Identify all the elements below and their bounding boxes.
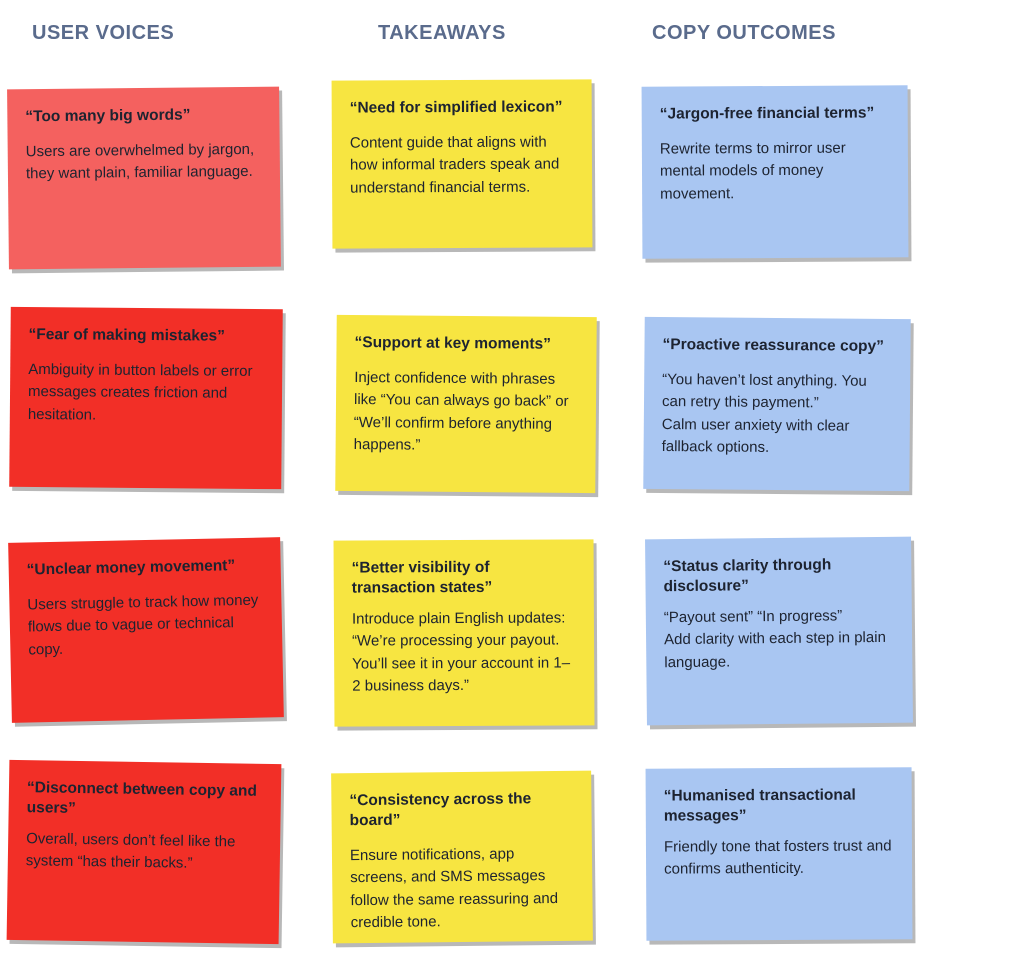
note-body: “You haven’t lost anything. You can retry this payment.” Calm user anxiety with clear fallback options. — [661, 370, 867, 457]
note-title: “Unclear money movement” — [26, 557, 236, 579]
note-body: Ensure notifications, app screens, and SMS messages follow the same reassuring and credible tone. — [349, 845, 559, 932]
note-body: “Payout sent” “In progress” Add clarity with each step in plain language. — [663, 606, 886, 671]
sticky-note-takeaway-4[interactable] — [331, 771, 593, 944]
sticky-note-copy-outcome-4[interactable] — [646, 767, 913, 940]
note-title: “Support at key moments” — [354, 334, 551, 353]
note-title: “Disconnect between copy and users” — [26, 779, 258, 817]
sticky-note-takeaway-1[interactable] — [332, 79, 593, 248]
note-body: Content guide that aligns with how informal traders speak and understand financial terms. — [349, 133, 560, 197]
note-body: Overall, users don’t feel like the system “has their backs.” — [25, 829, 236, 872]
sticky-note-takeaway-3[interactable] — [334, 539, 595, 726]
sticky-note-copy-outcome-2[interactable] — [643, 317, 910, 491]
sticky-note-copy-outcome-1[interactable] — [642, 85, 909, 258]
note-title: “Proactive reassurance copy” — [662, 335, 885, 355]
column-header-user-voices: USER VOICES — [32, 22, 175, 44]
note-body: Inject confidence with phrases like “You can always go back” or “We’ll confirm before anything happens.” — [353, 368, 569, 454]
sticky-note-user-voice-4[interactable] — [7, 760, 282, 944]
note-body: Ambiguity in button labels or error messages creates friction and hesitation. — [27, 360, 253, 424]
note-body: Users struggle to track how money flows due to vague or technical copy. — [27, 591, 259, 659]
column-header-takeaways: TAKEAWAYS — [378, 22, 506, 44]
note-title: “Consistency across the board” — [349, 790, 532, 830]
sticky-note-user-voice-1[interactable] — [7, 87, 281, 270]
note-title: “Fear of making mistakes” — [28, 325, 226, 345]
note-body: Users are overwhelmed by jargon, they want plain, familiar language. — [25, 140, 255, 183]
sticky-note-user-voice-2[interactable] — [9, 307, 283, 489]
note-body: Introduce plain English updates: “We’re processing your payout. You’ll see it in your account in 1–2 business days.” — [351, 609, 571, 695]
note-title: “Status clarity through disclosure” — [663, 556, 832, 596]
note-title: “Humanised transactional messages” — [663, 786, 856, 825]
sticky-note-copy-outcome-3[interactable] — [645, 537, 913, 726]
column-header-copy-outcomes: COPY OUTCOMES — [652, 22, 836, 44]
sticky-note-takeaway-2[interactable] — [335, 315, 597, 493]
note-title: “Better visibility of transaction states” — [351, 558, 493, 597]
note-body: Friendly tone that fosters trust and confirms authenticity. — [663, 837, 892, 878]
note-body: Rewrite terms to mirror user mental models of money movement. — [659, 139, 846, 203]
sticky-note-user-voice-3[interactable] — [8, 537, 284, 723]
note-title: “Jargon-free financial terms” — [659, 104, 875, 123]
note-title: “Need for simplified lexicon” — [349, 98, 563, 117]
note-title: “Too many big words” — [25, 106, 191, 126]
